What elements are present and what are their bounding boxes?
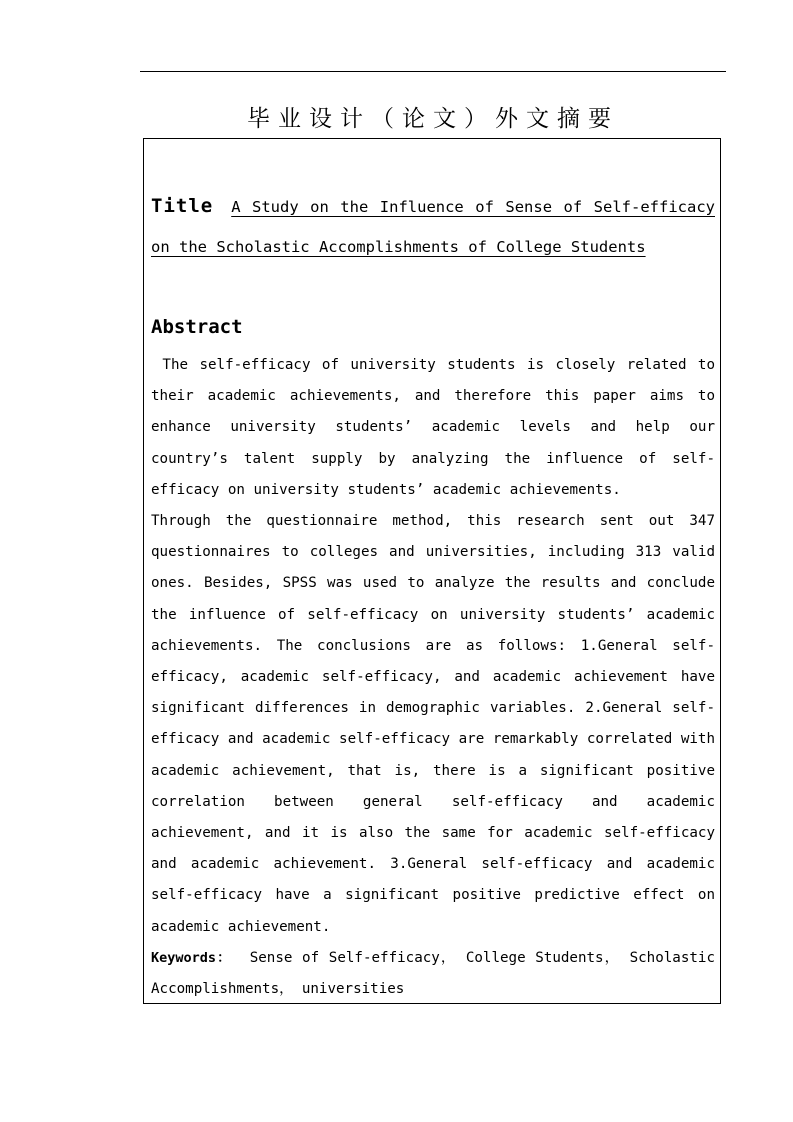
title-section	[151, 186, 715, 267]
keywords-label: Keywords：	[151, 950, 232, 966]
abstract-label: Abstract	[151, 316, 243, 338]
keywords-text: Sense of Self-efficacy， College Students， Scholastic Accomplishments， universities	[151, 950, 715, 998]
abstract-body	[151, 350, 715, 943]
title-label: Title	[151, 195, 214, 217]
title-text: A Study on the Influence of Sense of Self-efficacy on the Scholastic Accomplishments of College Students	[151, 198, 715, 256]
page-heading: 毕业设计（论文）外文摘要	[247, 106, 619, 132]
abstract-paragraph-2: Through the questionnaire method, this research sent out 347 questionnaires to colleges and universities, including 313 valid ones. Besides, SPSS was used to analyze the results and conclude the influence of self-efficacy on university students’ academic achievements. The conclusions are as follows: 1.General self-efficacy, academic self-efficacy, and academic achievement have significant differences in demographic variables. 2.General self-efficacy and academic self-efficacy are remarkably correlated with academic achievement, that is, there is a significant positive correlation between general self-efficacy and academic achievement, and it is also the same for academic self-efficacy and academic achievement. 3.General self-efficacy and academic self-efficacy have a significant positive predictive effect on academic achievement.	[151, 513, 715, 935]
header-rule	[140, 71, 726, 72]
abstract-paragraph-1: The self-efficacy of university students is closely related to their academic achievements, and therefore this paper aims to enhance university students’ academic levels and help our country’s talent supply by analyzing the influence of self-efficacy on university students’ academic achievements.	[151, 357, 715, 498]
keywords-section	[151, 943, 715, 1005]
